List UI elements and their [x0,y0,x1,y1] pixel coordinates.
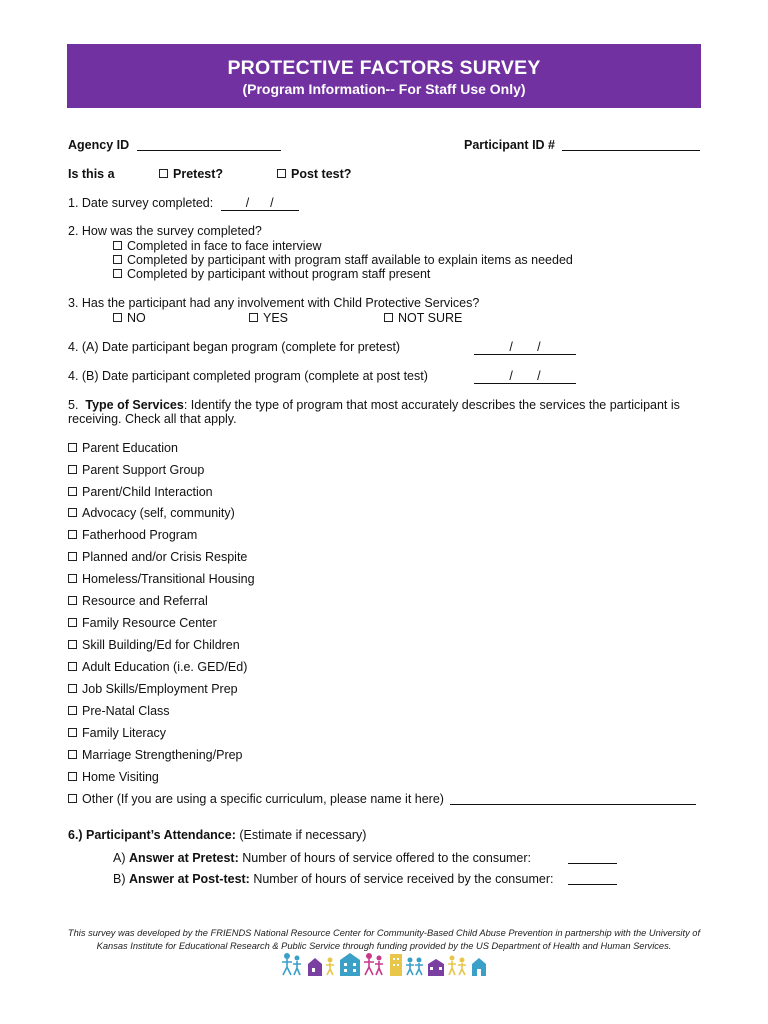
q5-heading: Type of Services [85,398,184,412]
q5-instruction [68,398,698,426]
participant-id-field[interactable] [562,139,700,151]
checkbox-icon[interactable] [68,684,77,693]
q6b-row: B) Answer at Post-test: Number of hours of service received by the consumer: [113,872,554,886]
checkbox-icon[interactable] [113,269,122,278]
checkbox-icon[interactable] [249,313,258,322]
q1-row [68,196,299,211]
q6b-text: Number of hours of service received by the consumer: [249,872,554,886]
q3-option-not-sure[interactable]: NOT SURE [384,311,462,325]
checkbox-icon[interactable] [68,772,77,781]
title-banner [67,44,701,108]
test-type-label: Is this a [68,167,115,181]
service-item[interactable]: Advocacy (self, community) [68,506,235,520]
q6a-hours-field[interactable] [568,851,617,865]
q6-label: 6.) Participant’s Attendance: [68,828,236,842]
checkbox-icon[interactable] [113,255,122,264]
checkbox-icon[interactable] [113,241,122,250]
q5-number: 5. [68,398,79,412]
q6b-hours-field[interactable] [568,872,617,886]
pretest-option[interactable]: Pretest? [159,167,223,181]
service-item[interactable]: Homeless/Transitional Housing [68,572,255,586]
service-item[interactable]: Parent Education [68,441,178,455]
participant-id-label: Participant ID # [464,138,555,152]
service-item[interactable]: Pre-Natal Class [68,704,170,718]
friends-logo-icon [278,950,490,978]
q3-option-yes[interactable]: YES [249,311,288,325]
q6-heading [68,828,366,842]
q6b-label: Answer at Post-test: [128,872,250,886]
checkbox-icon[interactable] [113,313,122,322]
checkbox-icon[interactable] [68,508,77,517]
service-item[interactable]: Family Resource Center [68,616,217,630]
q4a-label: 4. (A) Date participant began program (complete for pretest) [68,340,401,354]
checkbox-icon[interactable] [277,169,286,178]
agency-id-row [68,138,281,152]
service-item[interactable]: Planned and/or Crisis Respite [68,550,247,564]
q2-option-1[interactable]: Completed in face to face interview [113,239,322,253]
checkbox-icon[interactable] [68,640,77,649]
q4b-label: 4. (B) Date participant completed program (complete at post test) [68,369,428,383]
page-subtitle: (Program Information-- For Staff Use Only) [242,81,526,97]
checkbox-icon[interactable] [68,750,77,759]
checkbox-icon[interactable] [68,465,77,474]
service-item[interactable]: Adult Education (i.e. GED/Ed) [68,660,247,674]
q1-label: 1. Date survey completed: [68,196,214,210]
checkbox-icon[interactable] [384,313,393,322]
footer-note: This survey was developed by the FRIENDS National Resource Center for Community-Based Child Abuse Prevention in partnership with the University of Kansas Institute for Educational Research & Public Service through funding provided by the US Department of Health and Human Services. [67,928,701,951]
checkbox-icon[interactable] [68,487,77,496]
checkbox-icon[interactable] [68,574,77,583]
service-item[interactable]: Fatherhood Program [68,528,197,542]
q2-option-2[interactable]: Completed by participant with program staff available to explain items as needed [113,253,573,267]
q5-text: : Identify the type of program that most accurately describes the services the participant is receiving. Check all that apply. [68,398,680,426]
q3-label: 3. Has the participant had any involvement with Child Protective Services? [68,296,480,310]
service-item[interactable]: Home Visiting [68,770,159,784]
checkbox-icon[interactable] [68,618,77,627]
q4a-date-field[interactable]: / / [474,340,576,355]
q4b-date-field[interactable]: / / [474,369,576,384]
service-item[interactable]: Family Literacy [68,726,166,740]
checkbox-icon[interactable] [159,169,168,178]
checkbox-icon[interactable] [68,552,77,561]
service-item[interactable]: Resource and Referral [68,594,208,608]
q2-label: 2. How was the survey completed? [68,224,262,238]
participant-id-row [464,138,700,152]
service-item-other[interactable]: Other (If you are using a specific curriculum, please name it here) [68,792,696,806]
service-item[interactable]: Skill Building/Ed for Children [68,638,240,652]
checkbox-icon[interactable] [68,794,77,803]
q3-option-no[interactable]: NO [113,311,146,325]
agency-id-label: Agency ID [68,138,130,152]
posttest-option[interactable]: Post test? [277,167,351,181]
checkbox-icon[interactable] [68,706,77,715]
q6a-row: A) Answer at Pretest: Number of hours of service offered to the consumer: [113,851,532,865]
checkbox-icon[interactable] [68,662,77,671]
page-title: PROTECTIVE FACTORS SURVEY [227,57,541,79]
service-item[interactable]: Parent/Child Interaction [68,485,213,499]
q6-note: (Estimate if necessary) [235,828,367,842]
q2-option-3[interactable]: Completed by participant without program staff present [113,267,430,281]
q6a-label: Answer at Pretest: [128,851,239,865]
checkbox-icon[interactable] [68,443,77,452]
q6a-text: Number of hours of service offered to the consumer: [238,851,532,865]
agency-id-field[interactable] [137,139,281,151]
q1-date-field[interactable]: / / [221,196,299,211]
service-item[interactable]: Parent Support Group [68,463,204,477]
checkbox-icon[interactable] [68,728,77,737]
service-item[interactable]: Job Skills/Employment Prep [68,682,238,696]
other-curriculum-field[interactable] [450,793,696,805]
service-item[interactable]: Marriage Strengthening/Prep [68,748,243,762]
checkbox-icon[interactable] [68,596,77,605]
checkbox-icon[interactable] [68,530,77,539]
